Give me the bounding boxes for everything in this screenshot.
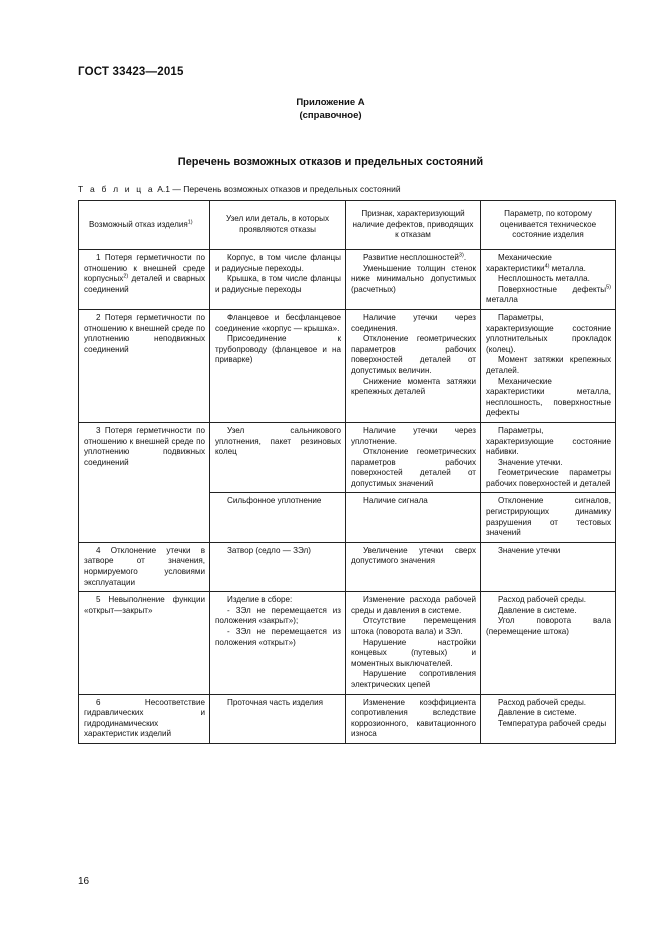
- defect-sign-cell: Наличие утечки через соединения. Отклонение геометрических параметров рабочих поверхностей деталей от допустимых величин. Снижение момента затяжки крепежных деталей: [346, 309, 481, 422]
- header-defect-sign: Признак, характеризующий наличие дефектов, приводящих к отказам: [346, 201, 481, 250]
- table-row: [79, 422, 616, 493]
- parameter-cell: Отклонение сигналов, регистрирующих динамику разрушения от тестовых значений: [481, 493, 616, 542]
- table-header-row: [79, 201, 616, 250]
- table-row: [79, 694, 616, 743]
- component-cell: Корпус, в том числе фланцы и радиусные переходы. Крышка, в том числе фланцы и радиусные переходы: [210, 250, 346, 310]
- table-caption: [78, 184, 401, 194]
- failure-cell: 6 Несоответствие гидравлических и гидродинамических характеристик изделий: [79, 694, 210, 743]
- table-row: [79, 309, 616, 422]
- defect-sign-cell: Изменение расхода рабочей среды и давления в системе. Отсутствие перемещения штока (поворота вала) и ЗЭл. Нарушение настройки концевых (путевых) и моментных выключателей. Нарушение сопротивления электрических цепей: [346, 592, 481, 694]
- header-component: Узел или деталь, в которых проявляются отказы: [210, 201, 346, 250]
- page-number: 16: [78, 876, 90, 887]
- component-cell: Затвор (седло — ЗЭл): [210, 542, 346, 591]
- failure-cell: 3 Потеря герметичности по отношению к внешней среде по уплотнению подвижных соединений: [79, 422, 210, 542]
- caption-text: А.1 — Перечень возможных отказов и предельных состояний: [157, 184, 401, 194]
- header-failure: Возможный отказ изделия$^{1)}$: [79, 201, 210, 250]
- parameter-cell: Расход рабочей среды. Давление в системе. Температура рабочей среды: [481, 694, 616, 743]
- parameter-cell: Механические характеристики$^{4)}$ металла. Несплошность металла. Поверхностные дефекты$^{5)}$ металла: [481, 250, 616, 310]
- defect-sign-cell: Развитие несплошностей$^{3)}$. Уменьшение толщин стенок ниже минимально допустимых (расчетных): [346, 250, 481, 310]
- defect-sign-cell: Наличие сигнала: [346, 493, 481, 542]
- standard-number: ГОСТ 33423—2015: [78, 66, 184, 78]
- header-footnote-mark: 1): [187, 219, 193, 226]
- component-cell: Фланцевое и бесфланцевое соединение «корпус — крышка». Присоединение к трубопроводу (фланцевое и на приварке): [210, 309, 346, 422]
- component-cell: Изделие в сборе: - ЗЭл не перемещается из положения «закрыт»); - ЗЭл не перемещается из положения «открыт»): [210, 592, 346, 694]
- failure-cell: 5 Невыполнение функции «открыт—закрыт»: [79, 592, 210, 694]
- defect-sign-cell: Увеличение утечки сверх допустимого значения: [346, 542, 481, 591]
- failure-cell: 4 Отклонение утечки в затворе от значения, нормируемого условиями эксплуатации: [79, 542, 210, 591]
- parameter-cell: Параметры, характеризующие состояние уплотнительных прокладок (колец). Момент затяжки крепежных деталей. Механические характеристики металла, несплошность, поверхностные дефекты: [481, 309, 616, 422]
- component-cell: Проточная часть изделия: [210, 694, 346, 743]
- defect-sign-cell: Наличие утечки через уплотнение. Отклонение геометрических параметров рабочих поверхностей деталей от допустимых значений: [346, 422, 481, 493]
- section-heading: Перечень возможных отказов и предельных состояний: [177, 156, 484, 168]
- table-row: [79, 250, 616, 310]
- annex-title: Приложение А: [296, 97, 365, 108]
- table-row: [79, 592, 616, 694]
- parameter-cell: Расход рабочей среды. Давление в системе. Угол поворота вала (перемещение штока): [481, 592, 616, 694]
- failure-cell: 2 Потеря герметичности по отношению к внешней среде по уплотнению неподвижных соединений: [79, 309, 210, 422]
- caption-label: Т а б л и ц а: [78, 184, 155, 194]
- header-condition-parameter: Параметр, по которому оценивается техническое состояние изделия: [481, 201, 616, 250]
- table-row: [79, 542, 616, 591]
- failures-table: [78, 200, 616, 744]
- component-cell: Сильфонное уплотнение: [210, 493, 346, 542]
- defect-sign-cell: Изменение коэффициента сопротивления вследствие коррозионного, кавитационного износа: [346, 694, 481, 743]
- component-cell: Узел сальникового уплотнения, пакет резиновых колец: [210, 422, 346, 493]
- parameter-cell: Значение утечки: [481, 542, 616, 591]
- parameter-cell: Параметры, характеризующие состояние набивки. Значение утечки. Геометрические параметры рабочих поверхностей и деталей: [481, 422, 616, 493]
- annex-note: (справочное): [299, 110, 362, 121]
- failure-cell: 1 Потеря герметичности по отношению к внешней среде корпусных$^{2)}$ деталей и сварных соединений: [79, 250, 210, 310]
